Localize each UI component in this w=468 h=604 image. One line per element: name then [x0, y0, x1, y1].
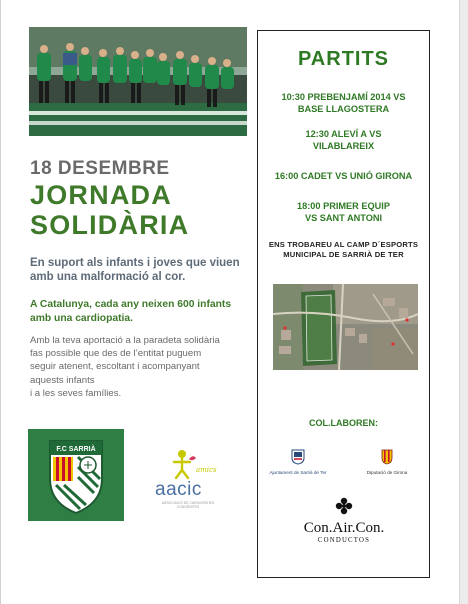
conair-name: Con.Air.Con.: [303, 520, 385, 536]
sponsor-conaircon: [282, 497, 406, 544]
match-line: 12:30 ALEVÍ A VS: [305, 129, 382, 139]
fc-sarria-logo: [28, 429, 124, 521]
diputacio-crest-icon: [381, 449, 393, 465]
aacic-wordmark: aacic: [155, 479, 202, 500]
collaborators-title: COL.LABOREN:: [309, 418, 378, 428]
event-title-line1: JORNADA: [30, 180, 172, 210]
sponsor-diputacio: [356, 449, 418, 475]
body-line: fas possible que des de l’entitat puguem: [30, 348, 202, 360]
aacic-subtitle: ASSOCIACIÓ DE CARDIOPATIES CONGÈNITES: [161, 501, 215, 509]
conair-subtitle: CONDUCTOS: [317, 537, 371, 544]
body-paragraph: [30, 334, 252, 400]
match-line: 16:00 CADET VS UNIÓ GIRONA: [274, 171, 413, 181]
conair-snowflake-icon: [334, 497, 354, 515]
match-item: [258, 129, 429, 152]
match-line: BASE LLAGOSTERA: [297, 103, 390, 114]
svg-text:F.C SARRIÀ: F.C SARRIÀ: [56, 446, 96, 453]
event-title-line2: SOLIDÀRIA: [30, 210, 190, 240]
event-date: 18 DESEMBRE: [30, 158, 170, 179]
venue-line: ENS TROBAREU AL CAMP D´ESPORTS: [268, 240, 419, 249]
venue-map: [273, 284, 418, 370]
match-item: [258, 201, 429, 224]
match-item: [258, 92, 429, 115]
ajuntament-label: Ajuntament de Sarrià de Ter: [269, 470, 327, 475]
diputacio-label: Diputació de Girona: [366, 470, 408, 475]
page-edge: [459, 0, 468, 604]
ajuntament-crest-icon: [291, 449, 305, 465]
event-title: [30, 180, 189, 240]
body-line: i a les seves famílies.: [30, 387, 122, 399]
match-line: 10:30 PREBENJAMÍ 2014 VS: [281, 92, 406, 102]
body-line: seguir atenent, escoltant i acompanyant: [30, 361, 200, 373]
body-line: Amb la teva aportació a la paradeta solidària: [30, 335, 220, 346]
aacic-logo: [152, 446, 220, 512]
match-line: VS SANT ANTONI: [304, 212, 383, 223]
body-line: aquests infants: [30, 374, 95, 386]
team-photo: [29, 27, 247, 136]
match-line: 18:00 PRIMER EQUIP: [297, 201, 390, 211]
venue-text: [258, 240, 429, 260]
sponsor-ajuntament: [264, 449, 332, 475]
statistic-text: A Catalunya, cada any neixen 600 infants amb una cardiopatia.: [30, 299, 232, 324]
venue-line: MUNICIPAL DE SARRIÀ DE TER: [283, 250, 404, 259]
matches-panel: [257, 30, 430, 578]
aacic-script: amics: [196, 466, 217, 474]
matches-title: PARTITS: [297, 48, 390, 70]
support-text: En suport als infants i joves que viuen amb una malformació al cor.: [30, 257, 240, 283]
match-item: [258, 171, 429, 183]
match-line: VILABLAREIX: [312, 140, 375, 151]
